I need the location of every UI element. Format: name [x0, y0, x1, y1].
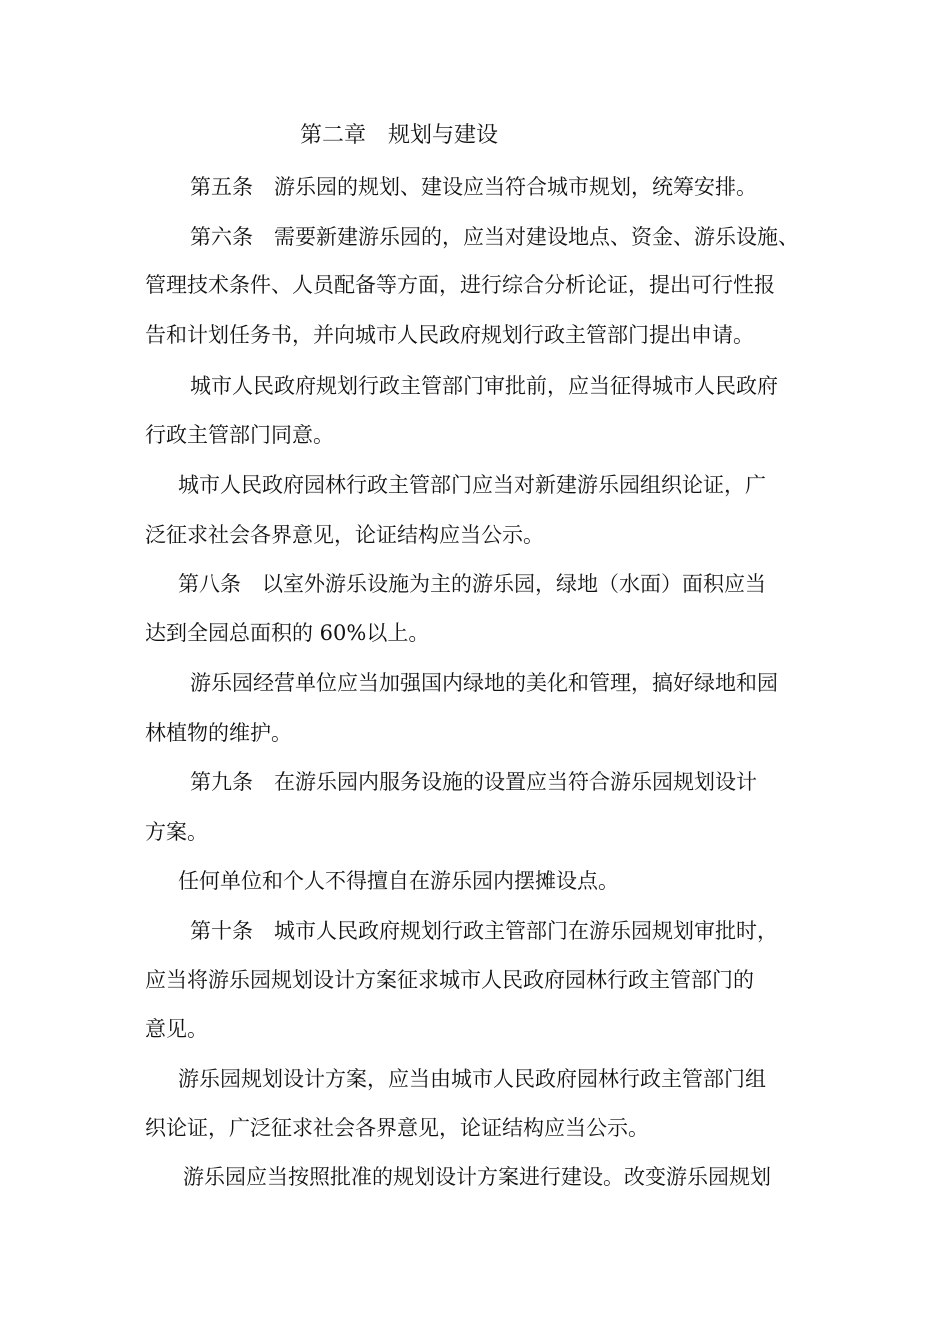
text-line: 游乐园应当按照批准的规划设计方案进行建设。改变游乐园规划	[183, 1165, 771, 1189]
text-line: 城市人民政府规划行政主管部门审批前，应当征得城市人民政府	[190, 374, 778, 398]
text-line: 方案。	[145, 820, 208, 844]
text-line: 管理技术条件、人员配备等方面，进行综合分析论证，提出可行性报	[145, 273, 775, 297]
text-line: 任何单位和个人不得擅自在游乐园内摆摊设点。	[178, 869, 619, 893]
text-line: 织论证，广泛征求社会各界意见，论证结构应当公示。	[145, 1116, 649, 1140]
text-line: 第十条 城市人民政府规划行政主管部门在游乐园规划审批时，	[190, 919, 778, 943]
text-line: 第九条 在游乐园内服务设施的设置应当符合游乐园规划设计	[190, 770, 757, 794]
text-line: 达到全园总面积的 60%以上。	[145, 621, 430, 645]
text-line: 城市人民政府园林行政主管部门应当对新建游乐园组织论证，广	[178, 473, 766, 497]
text-line: 第五条 游乐园的规划、建设应当符合城市规划，统筹安排。	[190, 175, 757, 199]
text-line: 意见。	[145, 1017, 208, 1041]
text-line: 游乐园规划设计方案，应当由城市人民政府园林行政主管部门组	[178, 1067, 766, 1091]
text-line: 行政主管部门同意。	[145, 423, 334, 447]
text-line: 泛征求社会各界意见，论证结构应当公示。	[145, 523, 544, 547]
text-line: 应当将游乐园规划设计方案征求城市人民政府园林行政主管部门的	[145, 968, 754, 992]
text-line: 第八条 以室外游乐设施为主的游乐园，绿地（水面）面积应当	[178, 572, 766, 596]
text-line: 林植物的维护。	[145, 721, 292, 745]
text-line: 第六条 需要新建游乐园的，应当对建设地点、资金、游乐设施、	[190, 225, 799, 249]
text-line: 告和计划任务书，并向城市人民政府规划行政主管部门提出申请。	[145, 323, 754, 347]
chapter-title: 第二章 规划与建设	[300, 123, 499, 148]
text-line: 游乐园经营单位应当加强国内绿地的美化和管理，搞好绿地和园	[190, 671, 778, 695]
